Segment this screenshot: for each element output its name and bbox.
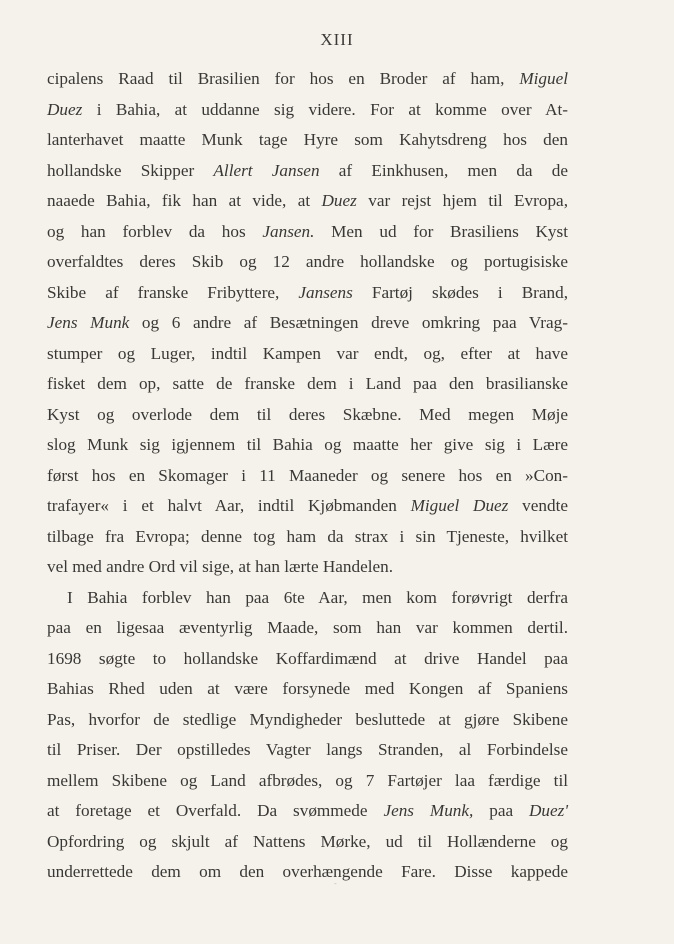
text-line: [47, 583, 568, 614]
printer-mark: -: [334, 879, 337, 888]
text-line: [47, 796, 568, 827]
text-line: [47, 674, 568, 705]
text-span: paa: [473, 801, 529, 820]
text-span: I Bahia forblev han paa 6te Aar, men kom forøvrigt derfra: [67, 587, 568, 607]
italic-name: Miguel Duez: [410, 496, 509, 515]
text-line: [47, 247, 568, 278]
text-span: trafayer« i et halvt Aar, indtil Kjøbmanden: [47, 496, 411, 515]
text-line: [47, 430, 568, 461]
text-span: paa en ligesaa æventyrlig Maade, som han var kommen dertil.: [47, 618, 568, 637]
text-span: overfaldtes deres Skib og 12 andre hollandske og portugisiske: [47, 252, 568, 271]
text-span: Pas, hvorfor de stedlige Myndigheder besluttede at gjøre Skibene: [47, 709, 568, 729]
italic-name: Miguel: [519, 69, 568, 88]
italic-name: Jansens: [298, 282, 353, 302]
page-number: XIII: [320, 30, 354, 49]
text-span: 1698 søgte to hollandske Koffardimænd at drive Handel paa: [47, 648, 568, 668]
italic-name: Jansen.: [262, 221, 315, 241]
text-line: [47, 644, 568, 675]
text-line: [47, 186, 568, 217]
text-line: [47, 308, 568, 339]
text-span: Bahias Rhed uden at være forsynede med Kongen af Spaniens: [47, 679, 568, 698]
text-line: [47, 400, 568, 431]
text-span: til Priser. Der opstilledes Vagter langs Stranden, al Forbindelse: [47, 740, 568, 759]
text-line: [47, 522, 568, 553]
text-line: [47, 217, 568, 248]
text-line: [47, 95, 568, 126]
text-span: underrettede dem om den overhængende Fare. Disse kappede: [47, 862, 568, 881]
text-span: vendte: [508, 496, 568, 515]
text-line: [47, 735, 568, 766]
text-span: og 6 andre af Besætningen dreve omkring paa Vrag-: [129, 313, 568, 332]
text-line: [47, 339, 568, 370]
text-line: [47, 278, 568, 309]
text-span: først hos en Skomager i 11 Maaneder og senere hos en »Con-: [47, 465, 568, 485]
body-text: [47, 64, 568, 888]
text-span: lanterhavet maatte Munk tage Hyre som Kahytsdreng hos den: [47, 130, 568, 149]
text-line: [47, 125, 568, 156]
text-line: [47, 491, 568, 522]
text-span: tilbage fra Evropa; denne tog ham da strax i sin Tjeneste, hvilket: [47, 526, 568, 546]
text-line: [47, 705, 568, 736]
text-line: [47, 156, 568, 187]
text-span: naaede Bahia, fik han at vide, at: [47, 191, 322, 210]
text-span: Fartøj skødes i Brand,: [352, 282, 568, 302]
italic-name: Duez': [529, 801, 568, 820]
text-span: var rejst hjem til Evropa,: [356, 191, 568, 210]
text-span: vel med andre Ord vil sige, at han lærte Handelen.: [47, 557, 394, 576]
text-span: fisket dem op, satte de franske dem i Land paa den brasilianske: [47, 374, 568, 393]
text-line: [47, 369, 568, 400]
text-line: [47, 552, 568, 583]
text-span: af Einkhusen, men da de: [319, 160, 569, 180]
text-span: Opfordring og skjult af Nattens Mørke, ud til Hollænderne og: [47, 831, 568, 851]
text-span: Men ud for Brasiliens Kyst: [314, 221, 568, 241]
text-span: slog Munk sig igjennem til Bahia og maatte her give sig i Lære: [47, 435, 568, 454]
text-span: Kyst og overlode dem til deres Skæbne. Med megen Møje: [47, 404, 568, 424]
text-line: [47, 461, 568, 492]
text-span: og han forblev da hos: [47, 221, 263, 241]
text-span: stumper og Luger, indtil Kampen var endt, og, efter at have: [47, 343, 568, 363]
italic-name: Allert Jansen: [213, 160, 320, 180]
text-span: i Bahia, at uddanne sig videre. For at komme over At-: [82, 99, 568, 119]
italic-name: Duez: [321, 191, 357, 210]
text-span: mellem Skibene og Land afbrødes, og 7 Fartøjer laa færdige til: [47, 770, 568, 790]
text-span: Skibe af franske Fribyttere,: [47, 282, 299, 302]
italic-name: Jens Munk: [47, 313, 130, 332]
text-line: [47, 827, 568, 858]
text-line: [47, 64, 568, 95]
text-span: cipalens Raad til Brasilien for hos en Broder af ham,: [47, 69, 520, 88]
text-line: [47, 766, 568, 797]
italic-name: Duez: [47, 99, 83, 119]
text-line: [47, 613, 568, 644]
text-span: at foretage et Overfald. Da svømmede: [47, 801, 384, 820]
italic-name: Jens Munk,: [383, 801, 474, 820]
text-line: [47, 857, 568, 888]
text-span: hollandske Skipper: [47, 160, 214, 180]
